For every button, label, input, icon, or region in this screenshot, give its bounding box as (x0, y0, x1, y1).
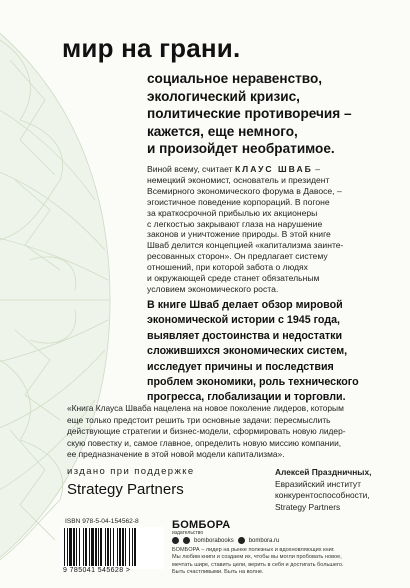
intro-line: законов и уничтожение природы. В этой книге (147, 229, 331, 240)
partner-logo: Strategy Partners (67, 481, 184, 498)
tagline-line: БОМБОРА – лидер на рынке полезных и вдохновляющих книг. (172, 547, 335, 553)
intro-prefix: Виной всему, считает (147, 164, 233, 174)
publisher-logo: БОМБОРА (172, 519, 231, 531)
quote-author-line: Евразийский институт (275, 478, 361, 489)
intro-line: Шваб делится концепцией «капитализма заинте- (147, 240, 344, 251)
intro-line: условием экономического роста. (147, 283, 279, 294)
quote-author-name: Алексей Праздничных, (275, 467, 372, 477)
tagline-line: мечтать шире, ставить цели, верить в себя и достигать большего. (172, 561, 344, 568)
publisher-social (172, 537, 279, 544)
intro-line: отношений, при которой забота о людях (147, 262, 308, 273)
barcode-number: 9 785041 545628 > (63, 567, 131, 574)
author-name: КЛАУС ШВАБ (234, 164, 313, 174)
intro-line: Всемирного экономического форума в Давосе, – (147, 185, 342, 196)
quote-author-line: Strategy Partners (275, 501, 341, 512)
subheadline (147, 70, 397, 158)
intro-line: эгоистичное поведение корпораций. В погоне (147, 196, 330, 207)
summary-line: В книге Шваб делает обзор мировой (147, 299, 343, 311)
barcode (60, 527, 164, 569)
quote-line: скую повестку и, самое главное, определить новую миссию компании, (67, 437, 342, 448)
intro-line: ресованных сторон». Он предлагает систему (147, 251, 328, 262)
publisher-tagline (172, 547, 402, 577)
quote-line: действующие стратегии и бизнес-модели, сформировать новую лидер- (67, 426, 346, 437)
summary-line: исследует причины и последствия (147, 360, 334, 373)
summary-line: экономической истории с 1945 года, (147, 314, 341, 327)
subheadline-line: экологический кризис, (147, 88, 300, 104)
subheadline-line: и произойдет необратимое. (147, 141, 335, 156)
barcode-icon (60, 527, 164, 567)
intro-line: и окружающей среде станет обязательным (147, 273, 320, 284)
intro-line: за краткосрочной прибылью их акционеры (147, 207, 318, 218)
summary-paragraph (147, 298, 397, 406)
subheadline-line: социальное неравенство, (147, 71, 323, 86)
summary-line: сложившихся экономических систем, (147, 345, 348, 358)
tagline-line: Быть счастливыми. Быть на волне. (172, 569, 264, 576)
endorsement-quote (67, 403, 403, 461)
isbn: ISBN 978-5-04-154562-8 (65, 518, 139, 525)
summary-line: выявляет достоинства и недостатки (147, 329, 343, 342)
subheadline-line: политические противоречия – (147, 106, 352, 121)
summary-line: проблем экономики, роль технического (147, 376, 359, 389)
intro-dash: – (315, 164, 320, 174)
vk-icon (172, 537, 179, 544)
web-icon (238, 537, 245, 544)
intro-line (147, 164, 395, 175)
quote-line: ее предназначение в этой новой модели капитализма». (67, 449, 285, 460)
headline: мир на грани. (62, 33, 241, 63)
summary-line: прогресса, глобализации и торговли. (147, 391, 346, 404)
tagline-line: Мы любим книги и создаем их, чтобы вы могли пробовать новое, (172, 554, 342, 561)
intro-paragraph (147, 164, 395, 295)
support-label: издано при поддержке (67, 466, 195, 477)
intro-line: с легкостью закрывают глаза на нарушение (147, 218, 323, 229)
intro-line: немецкий экономист, основатель и президент (147, 174, 330, 185)
subheadline-line: кажется, еще немного, (147, 123, 298, 139)
quote-line: еще только предстоит решить три основные задачи: пересмыслить (67, 414, 331, 425)
quote-author (275, 467, 405, 513)
instagram-icon (183, 537, 190, 544)
quote-line: «Книга Клауса Шваба нацелена на новое поколение лидеров, которым (67, 403, 344, 413)
quote-author-line: конкурентоспособности, (275, 490, 370, 500)
social-site: bombora.ru (248, 537, 280, 544)
publisher-subtitle: издательство (172, 530, 204, 536)
social-handle: bomborabooks (194, 537, 234, 544)
